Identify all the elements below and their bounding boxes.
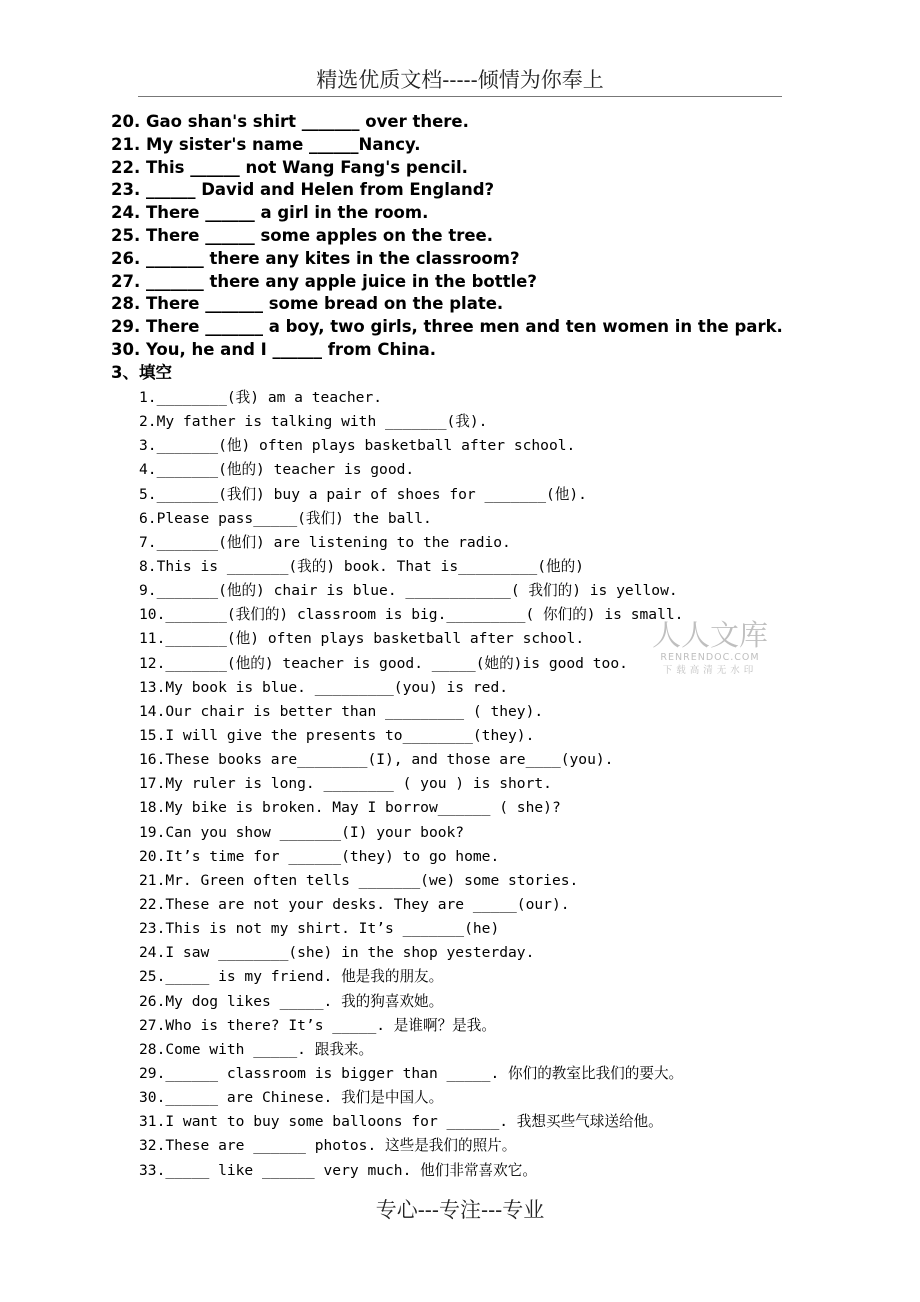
exercise-item: 25._____ is my friend. 他是我的朋友。: [139, 968, 444, 986]
header-divider: [138, 96, 782, 97]
exercise-item: 25. There ______ some apples on the tree.: [111, 225, 494, 245]
exercise-item: 21. My sister's name ______Nancy.: [111, 134, 421, 154]
exercise-item: 5._______(我们) buy a pair of shoes for _______(他).: [139, 485, 587, 503]
exercise-item: 23.This is not my shirt. It’s _______(he): [139, 920, 500, 938]
exercise-item: 16.These books are________(I), and those are____(you).: [139, 751, 614, 769]
exercise-item: 23. ______ David and Helen from England?: [111, 180, 495, 200]
exercise-item: 30. You, he and I ______ from China.: [111, 339, 436, 359]
exercise-item: 3._______(他) often plays basketball after school.: [139, 437, 576, 455]
exercise-item: 14.Our chair is better than _________ ( they).: [139, 702, 544, 720]
exercise-item: 28.Come with _____. 跟我来。: [139, 1040, 374, 1058]
exercise-item: 28. There _______ some bread on the plate.: [111, 294, 504, 314]
exercise-item: 21.Mr. Green often tells _______(we) some stories.: [139, 871, 579, 889]
exercise-item: 11._______(他) often plays basketball after school.: [139, 630, 585, 648]
exercise-item: 29. There _______ a boy, two girls, three men and ten women in the park.: [111, 317, 783, 337]
exercise-item: 29.______ classroom is bigger than _____. 你们的教室比我们的要大。: [139, 1064, 684, 1082]
exercise-item: 22.These are not your desks. They are _____(our).: [139, 895, 570, 913]
exercise-item: 20.It’s time for ______(they) to go home.: [139, 847, 500, 865]
section-3-title: 3、填空: [111, 363, 172, 382]
exercise-item: 22. This ______ not Wang Fang's pencil.: [111, 157, 468, 177]
exercise-item: 4._______(他的) teacher is good.: [139, 461, 415, 479]
exercise-item: 10._______(我们的) classroom is big._________( 你们的) is small.: [139, 606, 684, 624]
exercise-item: 2.My father is talking with _______(我).: [139, 413, 488, 431]
exercise-item: 30.______ are Chinese. 我们是中国人。: [139, 1089, 444, 1107]
exercise-item: 20. Gao shan's shirt _______ over there.: [111, 112, 469, 131]
exercise-item: 19.Can you show _______(I) your book?: [139, 823, 465, 841]
watermark: [646, 618, 774, 677]
exercise-item: 1.________(我) am a teacher.: [139, 389, 383, 406]
exercise-item: 24. There ______ a girl in the room.: [111, 203, 429, 223]
exercise-item: 27.Who is there? It’s _____. 是谁啊？是我。: [139, 1016, 496, 1034]
page-footer: 专心---专注---专业: [375, 1198, 545, 1222]
exercise-item: 8.This is _______(我的) book. That is_________(他的): [139, 557, 584, 575]
exercise-item: 26.My dog likes _____. 我的狗喜欢她。: [139, 992, 444, 1010]
exercise-item: 24.I saw ________(she) in the shop yesterday.: [139, 944, 535, 962]
exercise-item: 26. _______ there any kites in the classroom?: [111, 248, 520, 268]
pronoun-fill-in-exercises: [139, 386, 683, 1183]
exercise-item: 7._______(他们) are listening to the radio.: [139, 533, 511, 551]
fill-in-verb-exercises: [111, 111, 783, 362]
exercise-item: 12._______(他的) teacher is good. _____(她的)is good too.: [139, 654, 628, 672]
watermark-subtitle: 下载高清无水印: [662, 665, 758, 676]
exercise-item: 31.I want to buy some balloons for ______. 我想买些气球送给他。: [139, 1113, 663, 1131]
page-header: 精选优质文档-----倾情为你奉上: [316, 68, 604, 92]
watermark-site: RENRENDOC.COM: [660, 652, 760, 663]
watermark-logo: 人人文库: [651, 618, 768, 652]
exercise-item: 13.My book is blue. _________(you) is red.: [139, 678, 509, 696]
exercise-item: 32.These are ______ photos. 这些是我们的照片。: [139, 1137, 517, 1155]
exercise-item: 18.My bike is broken. May I borrow______ ( she)?: [139, 799, 561, 817]
exercise-item: 9._______(他的) chair is blue. ____________( 我们的) is yellow.: [139, 582, 678, 600]
exercise-item: 15.I will give the presents to________(they).: [139, 726, 535, 744]
exercise-item: 27. _______ there any apple juice in the bottle?: [111, 271, 537, 291]
exercise-item: 17.My ruler is long. ________ ( you ) is short.: [139, 775, 552, 793]
exercise-item: 6.Please pass_____(我们) the ball.: [139, 509, 432, 527]
exercise-item: 33._____ like ______ very much. 他们非常喜欢它。: [139, 1161, 537, 1179]
